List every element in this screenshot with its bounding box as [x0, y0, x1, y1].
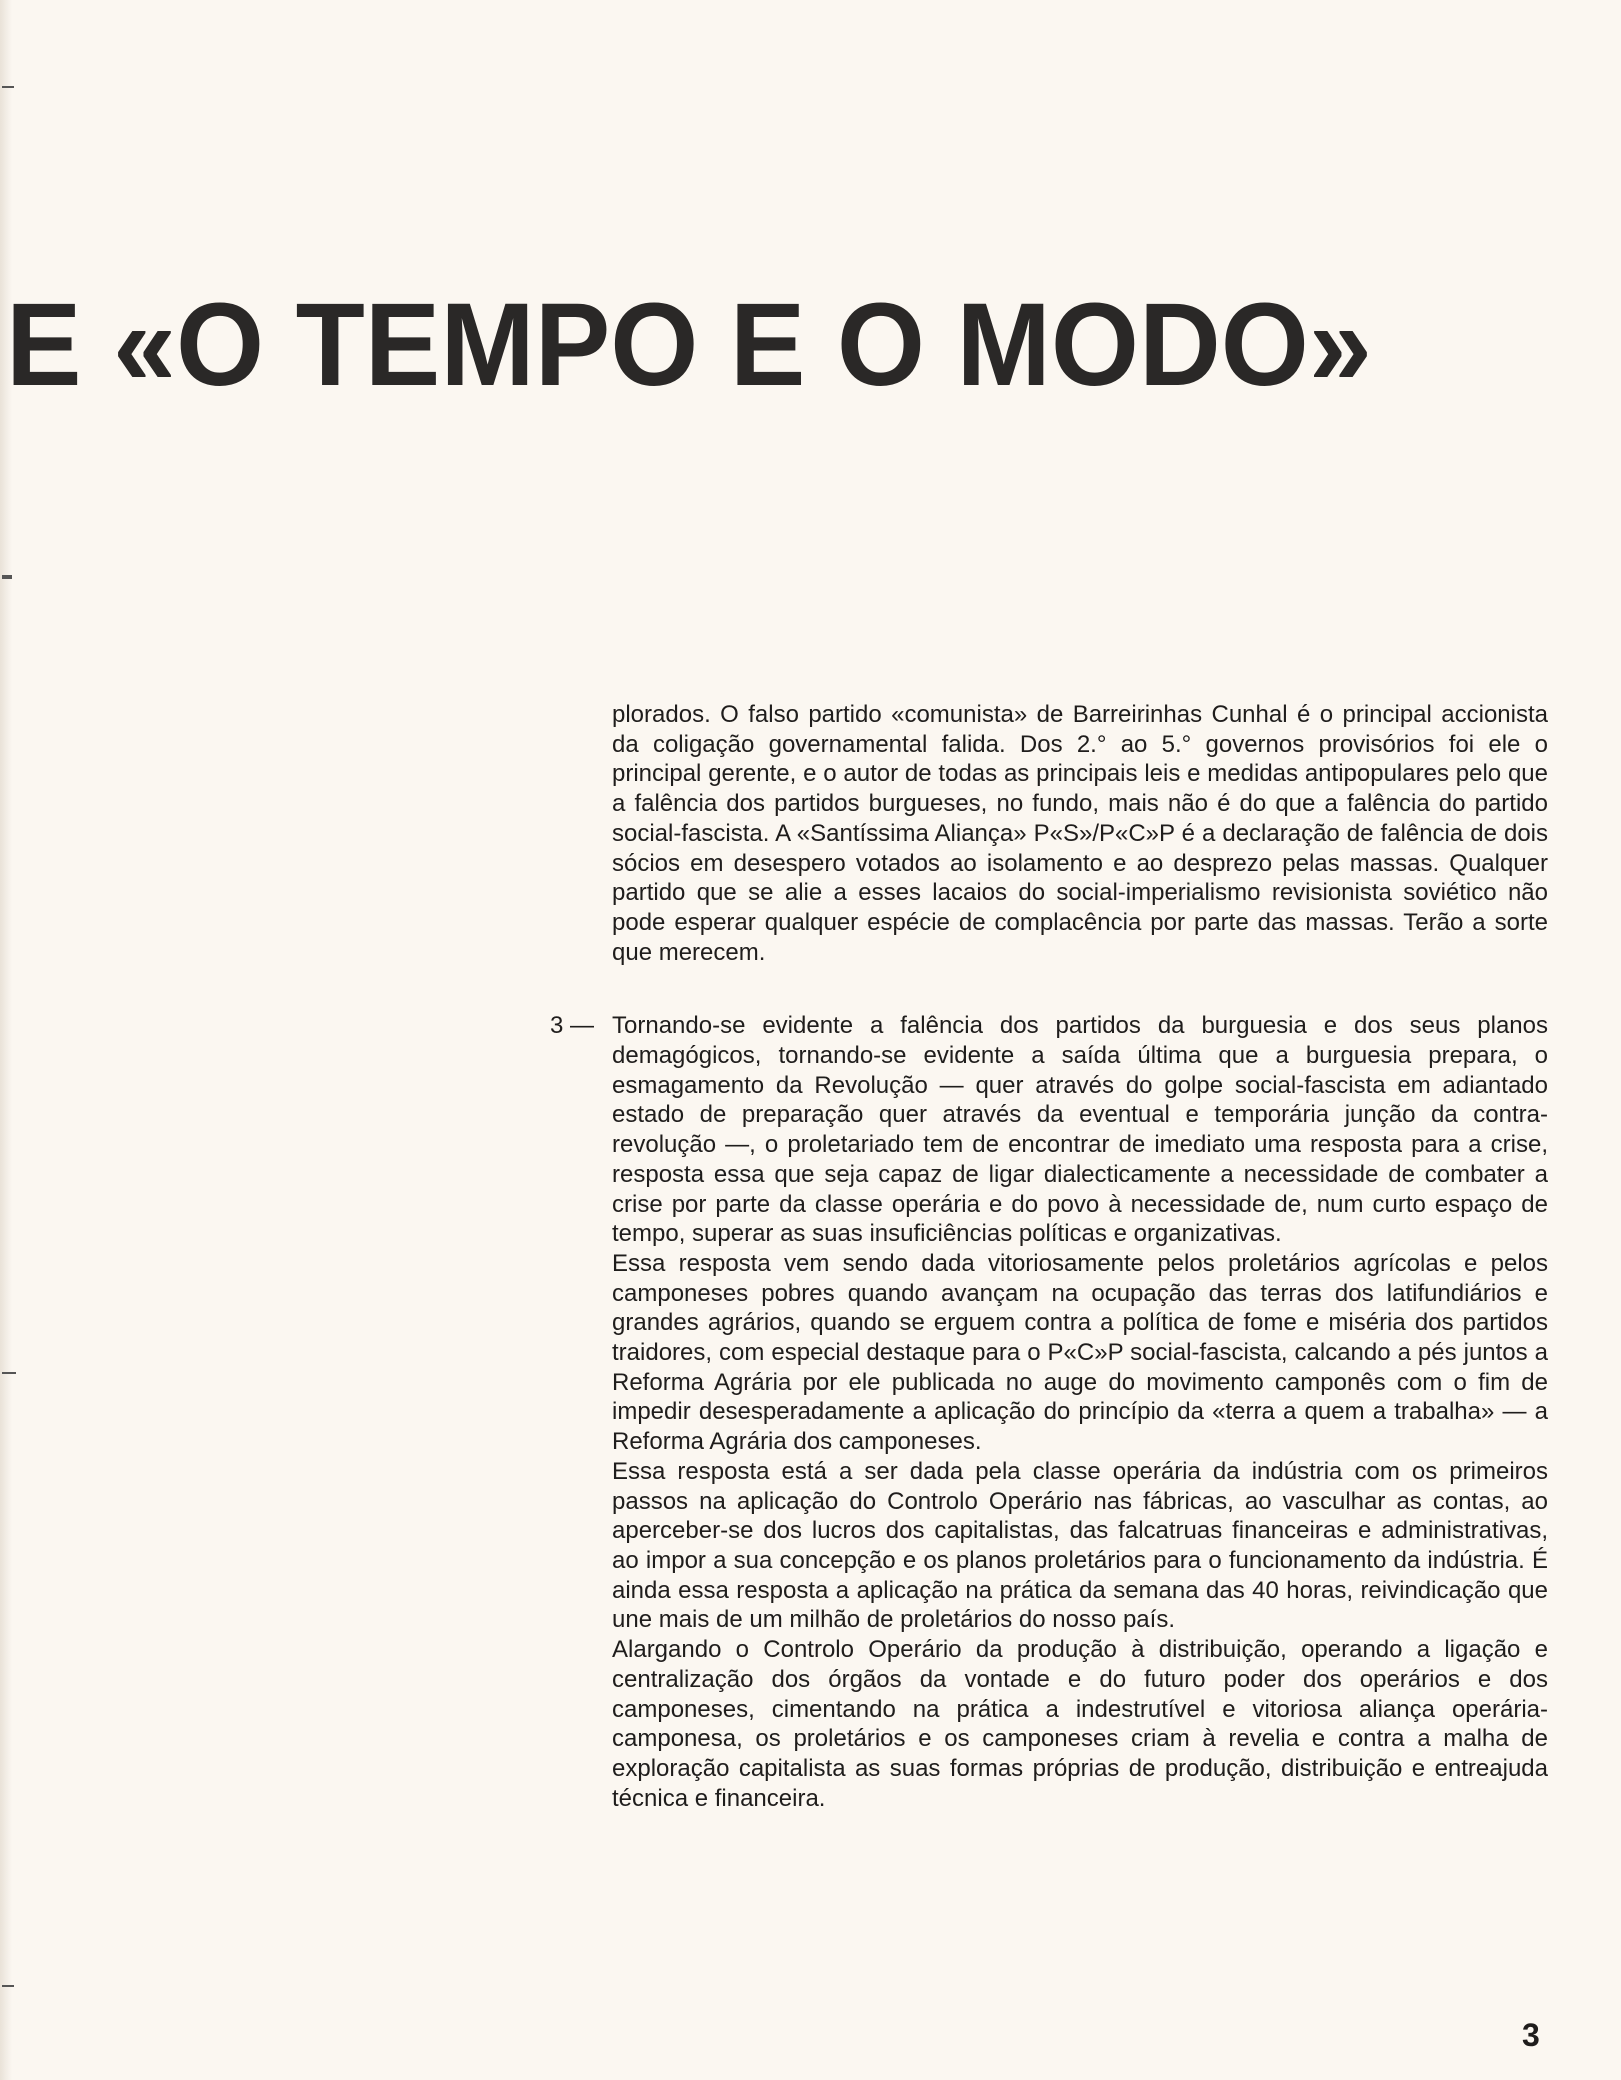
text-column — [550, 700, 1548, 1813]
intro-paragraph: plorados. O falso partido «comunista» de Barreirinhas Cunhal é o principal accionista da coligação governamental falida. Dos 2.° ao 5.° governos provisórios foi ele o principal gerente, e o autor de todas as principais leis e medidas antipopulares pelo que a falência dos partidos burgueses, no fundo, mais não é do que a falência do partido social-fascista. A «Santíssima Aliança» P«S»/P«C»P é a declaração de falência de dois sócios em desespero votados ao isolamento e ao desprezo pelas massas. Qualquer partido que se alie a esses lacaios do social-imperialismo revisionista soviético não pode esperar qualquer espécie de complacência por parte das massas. Terão a sorte que merecem. — [612, 701, 1548, 966]
margin-mark — [2, 575, 12, 579]
page-number: 3 — [1522, 2017, 1540, 2053]
section-paragraph-4: Alargando o Controlo Operário da produção à distribuição, operando a ligação e centralização dos órgãos da vontade e do futuro poder dos operários e dos camponeses, cimentando na prática a indestrutível e vitoriosa aliança operária-camponesa, os proletários e os camponeses criam à revelia e contra a malha de exploração capitalista as suas formas próprias de produção, distribuição e entreajuda técnica e financeira. — [612, 1636, 1548, 1812]
margin-mark — [2, 1985, 14, 1987]
article-title: E «O TEMPO E O MODO» — [6, 279, 1372, 411]
section-3 — [550, 1011, 1548, 1813]
margin-mark — [2, 86, 14, 88]
section-paragraph-3: Essa resposta está a ser dada pela classe operária da indústria com os primeiros passos na aplicação do Controlo Operário nas fábricas, ao vasculhar as contas, ao aperceber-se dos lucros dos capitalistas, das falcatruas financeiras e administrativas, ao impor a sua concepção e os planos proletários para o funcionamento da indústria. É ainda essa resposta a aplicação na prática da semana das 40 horas, reivindicação que une mais de um milhão de proletários do nosso país. — [612, 1457, 1548, 1634]
paragraph-gap — [612, 967, 1548, 1011]
section-paragraph-2: Essa resposta vem sendo dada vitoriosamente pelos proletários agrícolas e pelos camponeses pobres quando avançam na ocupação das terras dos latifundiários e grandes agrários, quando se erguem contra a política de fome e miséria dos partidos traidores, com especial destaque para o P«C»P social-fascista, calcando a pés juntos a Reforma Agrária por ele publicada no auge do movimento camponês com o fim de impedir desesperadamente a aplicação do princípio da «terra a quem a trabalha» — a Reforma Agrária dos camponeses. — [612, 1249, 1548, 1456]
section-number: 3 — — [550, 1012, 595, 1040]
section-paragraph-1: Tornando-se evidente a falência dos partidos da burguesia e dos seus planos demagógicos, tornando-se evidente a saída última que a burguesia prepara, o esmagamento da Revolução — quer através do golpe social-fascista em adiantado estado de preparação quer através da eventual e temporária junção da contra-revolução —, o proletariado tem de encontrar de imediato uma resposta para a crise, resposta essa que seja capaz de ligar dialecticamente a necessidade de combater a crise por parte da classe operária e do povo à necessidade de, num curto espaço de tempo, superar as suas insuficiências políticas e organizativas. — [612, 1012, 1548, 1248]
margin-mark — [2, 1372, 16, 1374]
